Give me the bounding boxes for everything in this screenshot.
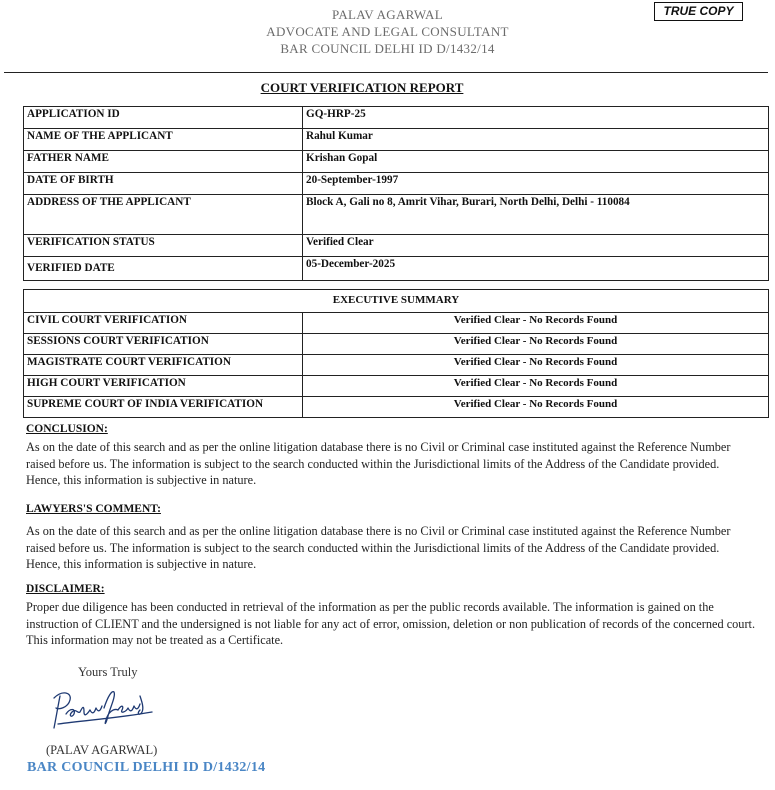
conclusion-text: As on the date of this search and as per the online litigation database there is no Civil or Criminal case instituted against the Reference Number raised before us. The information is subject to the search conducted within the Jurisdictional limits of the Address of the Candidate provided. Hence, this information is subjective in nature. [26, 440, 731, 487]
info-label: APPLICATION ID [24, 107, 303, 129]
applicant-info-table [23, 106, 769, 281]
table-row [24, 355, 769, 376]
table-row [24, 313, 769, 334]
summary-label: CIVIL COURT VERIFICATION [24, 313, 303, 334]
info-label: FATHER NAME [24, 151, 303, 173]
advocate-bar-id: BAR COUNCIL DELHI ID D/1432/14 [280, 41, 495, 56]
signatory-bar-id: BAR COUNCIL DELHI ID D/1432/14 [27, 760, 266, 775]
yours-truly: Yours Truly [78, 665, 138, 679]
conclusion-title: CONCLUSION: [26, 423, 108, 435]
summary-value: Verified Clear - No Records Found [303, 313, 769, 334]
disclaimer-text: Proper due diligence has been conducted in retrieval of the information as per the public records available. The information is gained on the instruction of CLIENT and the undersigned is not liable for any act of error, omission, deletion or non publication of records of the concerned court. This information may not be treated as a Certificate. [26, 600, 756, 647]
summary-label: SESSIONS COURT VERIFICATION [24, 334, 303, 355]
summary-label: SUPREME COURT OF INDIA VERIFICATION [24, 397, 303, 418]
table-row [24, 173, 769, 195]
lawyers-comment-text: As on the date of this search and as per the online litigation database there is no Civil or Criminal case instituted against the Reference Number raised before us. The information is subject to the search conducted within the Jurisdictional limits of the Address of the Candidate provided. Hence, this information is subjective in nature. [26, 524, 731, 571]
report-title: COURT VERIFICATION REPORT [260, 80, 464, 95]
handwritten-signature [48, 686, 158, 734]
info-value: Rahul Kumar [303, 129, 769, 151]
summary-value: Verified Clear - No Records Found [303, 397, 769, 418]
info-label: VERIFICATION STATUS [24, 235, 303, 257]
summary-value: Verified Clear - No Records Found [303, 376, 769, 397]
summary-title: EXECUTIVE SUMMARY [24, 290, 769, 313]
table-row [24, 397, 769, 418]
info-value: GQ-HRP-25 [303, 107, 769, 129]
summary-value: Verified Clear - No Records Found [303, 334, 769, 355]
info-label: DATE OF BIRTH [24, 173, 303, 195]
info-value: 20-September-1997 [303, 173, 769, 195]
signatory-name: (PALAV AGARWAL) [46, 743, 158, 757]
info-label: ADDRESS OF THE APPLICANT [24, 195, 303, 235]
executive-summary-table [23, 289, 769, 418]
table-row [24, 129, 769, 151]
info-label: VERIFIED DATE [24, 257, 303, 281]
info-value: 05-December-2025 [303, 257, 769, 281]
summary-label: MAGISTRATE COURT VERIFICATION [24, 355, 303, 376]
table-row [24, 235, 769, 257]
table-header-row [24, 290, 769, 313]
advocate-designation: ADVOCATE AND LEGAL CONSULTANT [266, 24, 509, 39]
summary-value: Verified Clear - No Records Found [303, 355, 769, 376]
info-label: NAME OF THE APPLICANT [24, 129, 303, 151]
info-value: Krishan Gopal [303, 151, 769, 173]
lawyers-comment-title: LAWYERS'S COMMENT: [26, 503, 161, 515]
table-row [24, 334, 769, 355]
table-row [24, 151, 769, 173]
disclaimer-title: DISCLAIMER: [26, 583, 105, 595]
info-value: Verified Clear [303, 235, 769, 257]
true-copy-stamp: TRUE COPY [654, 2, 743, 21]
info-value: Block A, Gali no 8, Amrit Vihar, Burari, North Delhi, Delhi - 110084 [303, 195, 769, 235]
table-row [24, 376, 769, 397]
table-row [24, 257, 769, 281]
table-row [24, 107, 769, 129]
advocate-name: PALAV AGARWAL [332, 7, 443, 22]
summary-label: HIGH COURT VERIFICATION [24, 376, 303, 397]
header-divider [4, 72, 768, 73]
table-row [24, 195, 769, 235]
